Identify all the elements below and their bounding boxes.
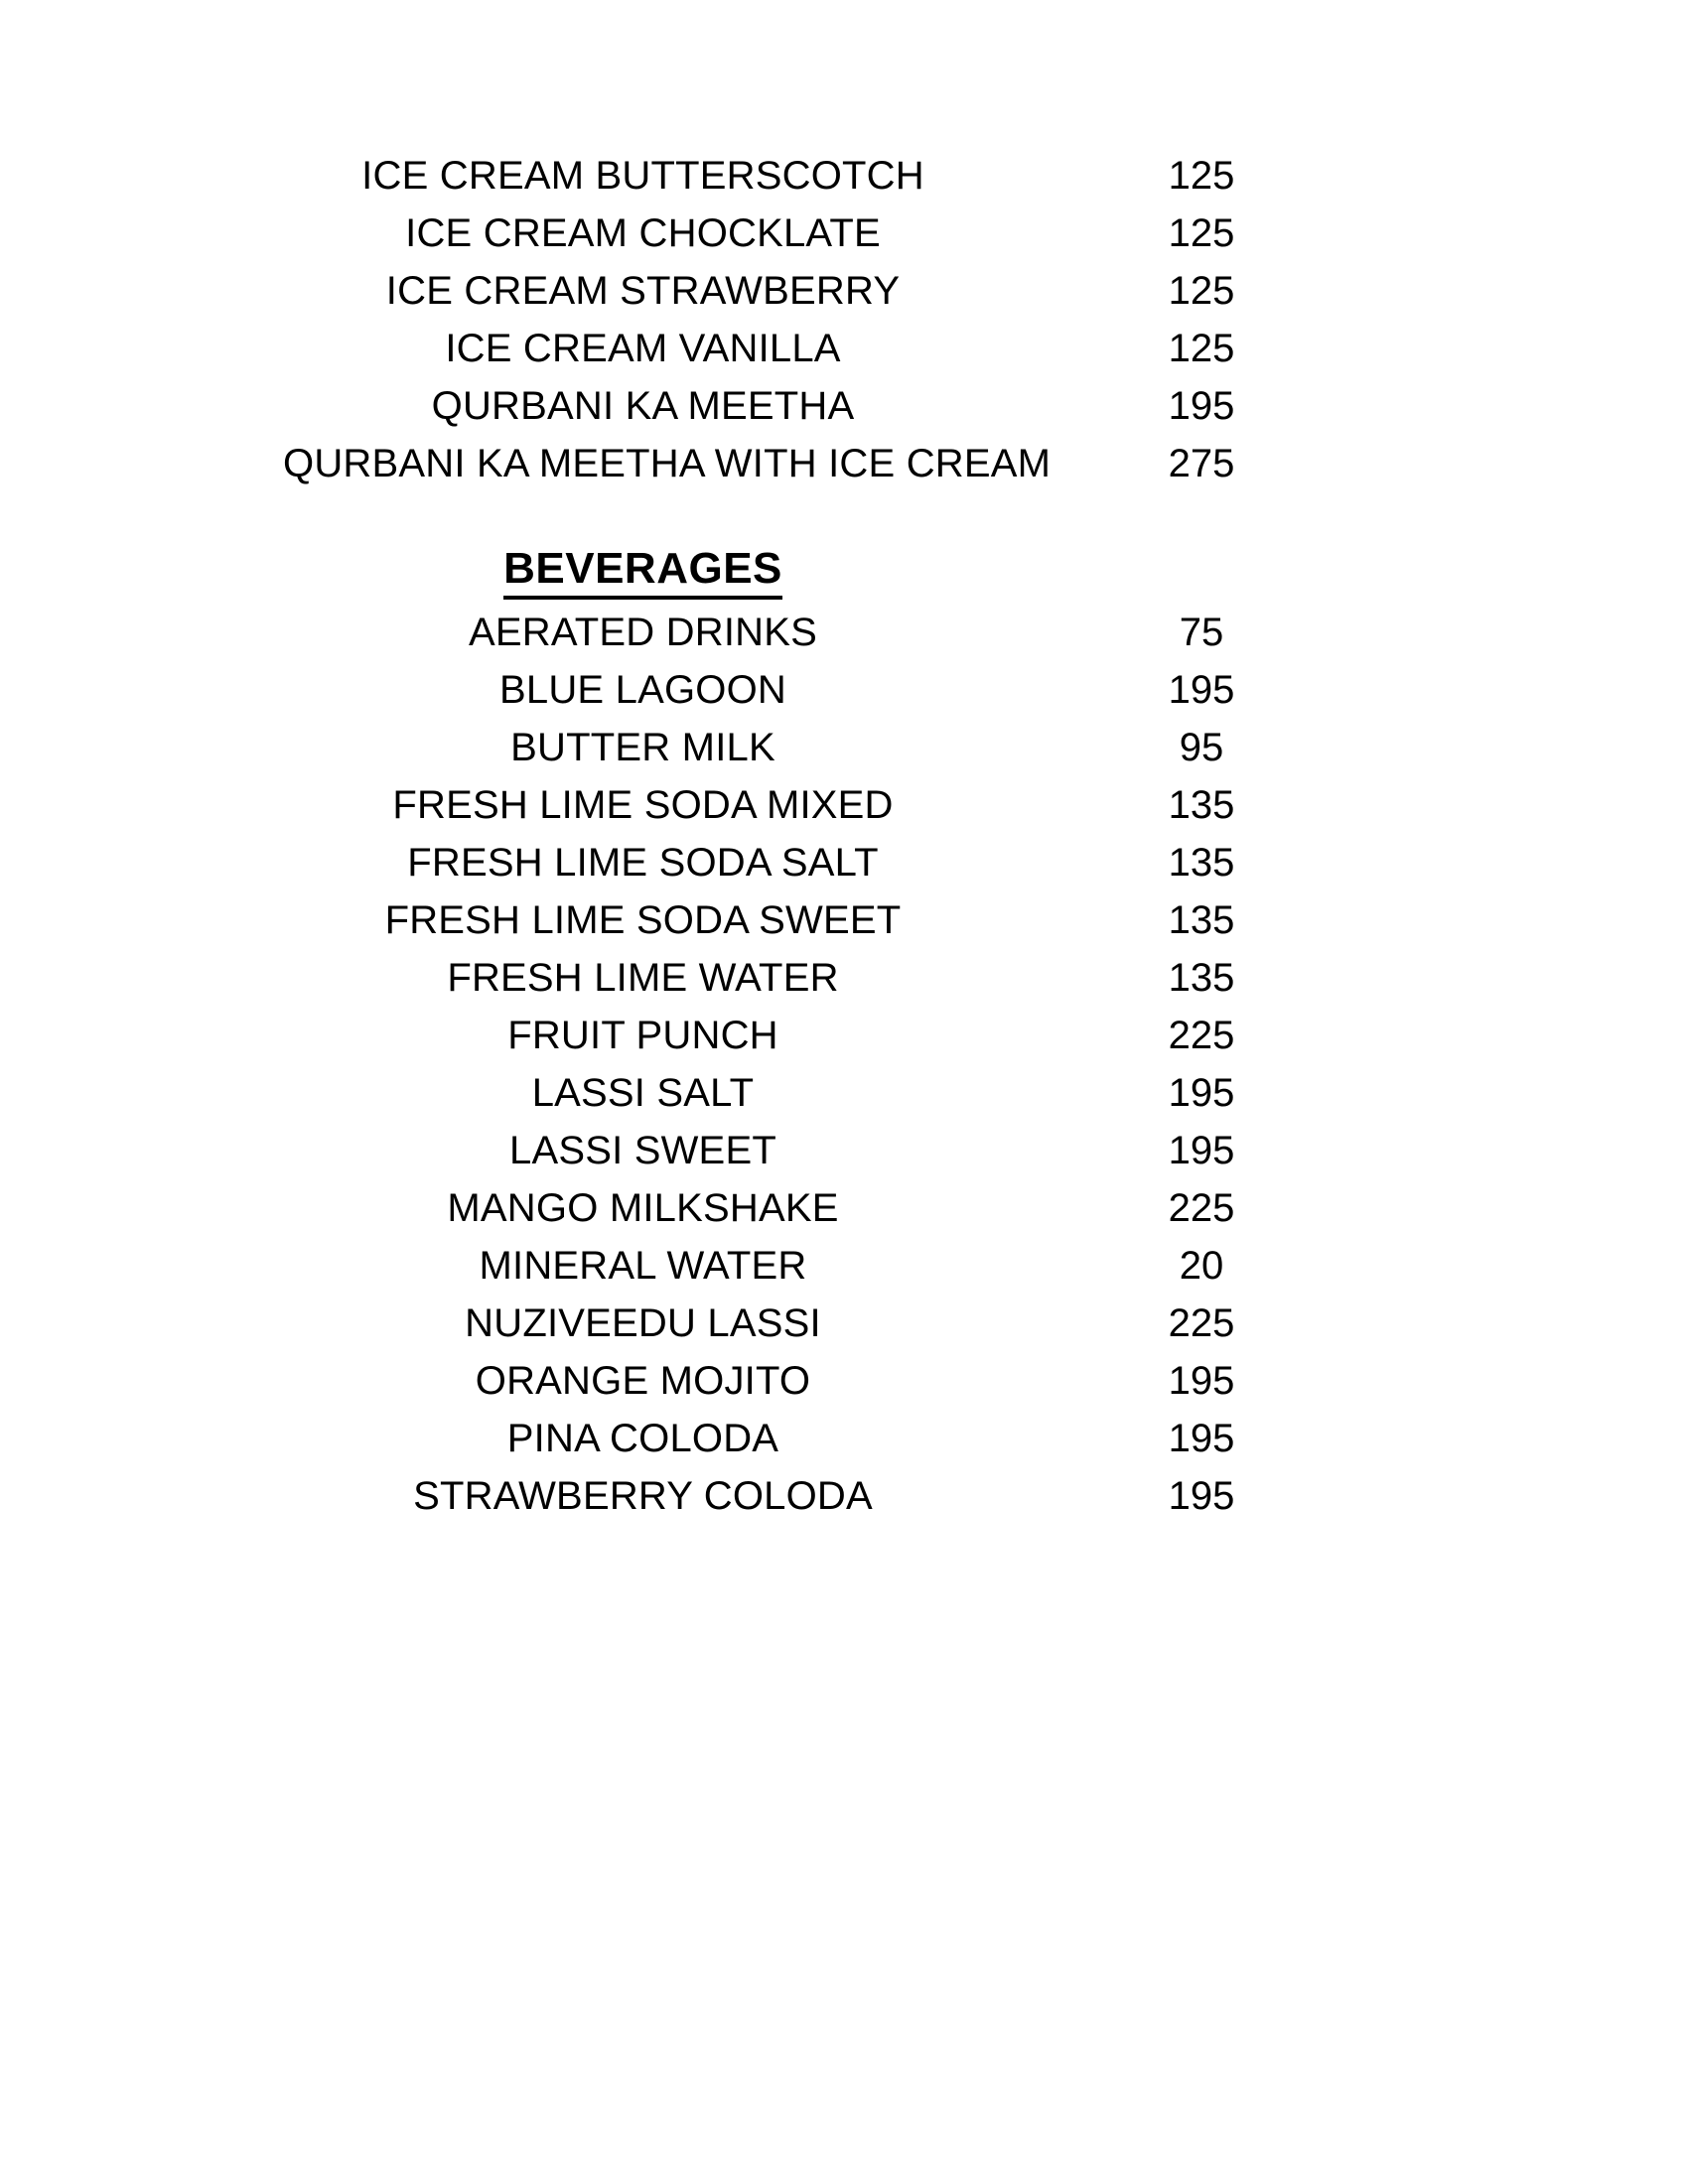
menu-item-name: PINA COLODA bbox=[506, 1417, 779, 1460]
menu-item-row bbox=[0, 1237, 1688, 1295]
menu-item-price: 135 bbox=[1168, 898, 1235, 942]
menu-item-name: NUZIVEEDU LASSI bbox=[465, 1301, 821, 1345]
menu-item-price: 275 bbox=[1168, 442, 1235, 485]
menu-item-price: 195 bbox=[1168, 1417, 1235, 1460]
menu-item-name: QURBANI KA MEETHA bbox=[431, 384, 855, 428]
menu-item-name: ICE CREAM STRAWBERRY bbox=[385, 269, 901, 313]
menu-item-price: 125 bbox=[1168, 154, 1235, 198]
menu-item-name: AERATED DRINKS bbox=[468, 611, 817, 654]
menu-item-row bbox=[0, 949, 1688, 1007]
menu-item-price: 195 bbox=[1168, 384, 1235, 428]
menu-item-name: ORANGE MOJITO bbox=[475, 1359, 811, 1403]
menu-item-name: BLUE LAGOON bbox=[499, 668, 786, 712]
menu-item-price: 195 bbox=[1168, 668, 1235, 712]
menu-content bbox=[0, 147, 1688, 1525]
menu-item-row bbox=[0, 1064, 1688, 1122]
menu-item-price: 125 bbox=[1168, 211, 1235, 255]
menu-item-row bbox=[0, 1007, 1688, 1064]
menu-item-row bbox=[0, 1179, 1688, 1237]
menu-item-price: 125 bbox=[1168, 269, 1235, 313]
section-heading-label: BEVERAGES bbox=[503, 544, 782, 600]
section-spacer bbox=[0, 492, 1688, 534]
menu-item-row bbox=[0, 205, 1688, 262]
menu-item-row bbox=[0, 719, 1688, 776]
menu-item-name: MINERAL WATER bbox=[479, 1244, 807, 1288]
menu-item-row bbox=[0, 147, 1688, 205]
menu-item-name: FRESH LIME SODA MIXED bbox=[392, 783, 894, 827]
menu-item-row bbox=[0, 834, 1688, 891]
menu-item-price: 75 bbox=[1179, 611, 1224, 654]
menu-item-row bbox=[0, 891, 1688, 949]
menu-item-row bbox=[0, 776, 1688, 834]
menu-item-name: MANGO MILKSHAKE bbox=[447, 1186, 839, 1230]
menu-item-price: 135 bbox=[1168, 841, 1235, 885]
section-heading-row-beverages bbox=[0, 534, 1688, 604]
menu-item-price: 225 bbox=[1168, 1014, 1235, 1057]
menu-item-name: LASSI SWEET bbox=[509, 1129, 776, 1172]
menu-item-row bbox=[0, 1467, 1688, 1525]
menu-item-name: ICE CREAM VANILLA bbox=[445, 327, 841, 370]
menu-item-name: ICE CREAM CHOCKLATE bbox=[405, 211, 881, 255]
menu-item-row bbox=[0, 1410, 1688, 1467]
menu-item-price: 195 bbox=[1168, 1474, 1235, 1518]
menu-item-price: 225 bbox=[1168, 1186, 1235, 1230]
menu-item-price: 135 bbox=[1168, 783, 1235, 827]
menu-item-row bbox=[0, 1122, 1688, 1179]
menu-item-name: STRAWBERRY COLODA bbox=[413, 1474, 873, 1518]
menu-item-row bbox=[0, 604, 1688, 661]
menu-item-row bbox=[0, 435, 1688, 492]
menu-item-name: FRESH LIME SODA SWEET bbox=[384, 898, 902, 942]
menu-item-row bbox=[0, 1295, 1688, 1352]
menu-item-name: BUTTER MILK bbox=[510, 726, 775, 769]
section-heading-beverages bbox=[0, 534, 1003, 604]
menu-item-price: 125 bbox=[1168, 327, 1235, 370]
menu-item-price: 195 bbox=[1168, 1359, 1235, 1403]
menu-item-name: ICE CREAM BUTTERSCOTCH bbox=[361, 154, 924, 198]
menu-item-price: 95 bbox=[1179, 726, 1224, 769]
menu-item-row bbox=[0, 320, 1688, 377]
menu-item-name: QURBANI KA MEETHA WITH ICE CREAM bbox=[283, 442, 1052, 485]
menu-item-row bbox=[0, 661, 1688, 719]
menu-item-price: 225 bbox=[1168, 1301, 1235, 1345]
menu-item-price: 135 bbox=[1168, 956, 1235, 1000]
menu-item-name: FRESH LIME SODA SALT bbox=[407, 841, 879, 885]
menu-item-name: FRESH LIME WATER bbox=[447, 956, 839, 1000]
menu-item-row bbox=[0, 377, 1688, 435]
menu-item-row bbox=[0, 262, 1688, 320]
menu-item-name: LASSI SALT bbox=[531, 1071, 755, 1115]
menu-item-price: 20 bbox=[1179, 1244, 1224, 1288]
menu-item-price: 195 bbox=[1168, 1071, 1235, 1115]
menu-item-row bbox=[0, 1352, 1688, 1410]
menu-item-price: 195 bbox=[1168, 1129, 1235, 1172]
menu-item-name: FRUIT PUNCH bbox=[507, 1014, 778, 1057]
